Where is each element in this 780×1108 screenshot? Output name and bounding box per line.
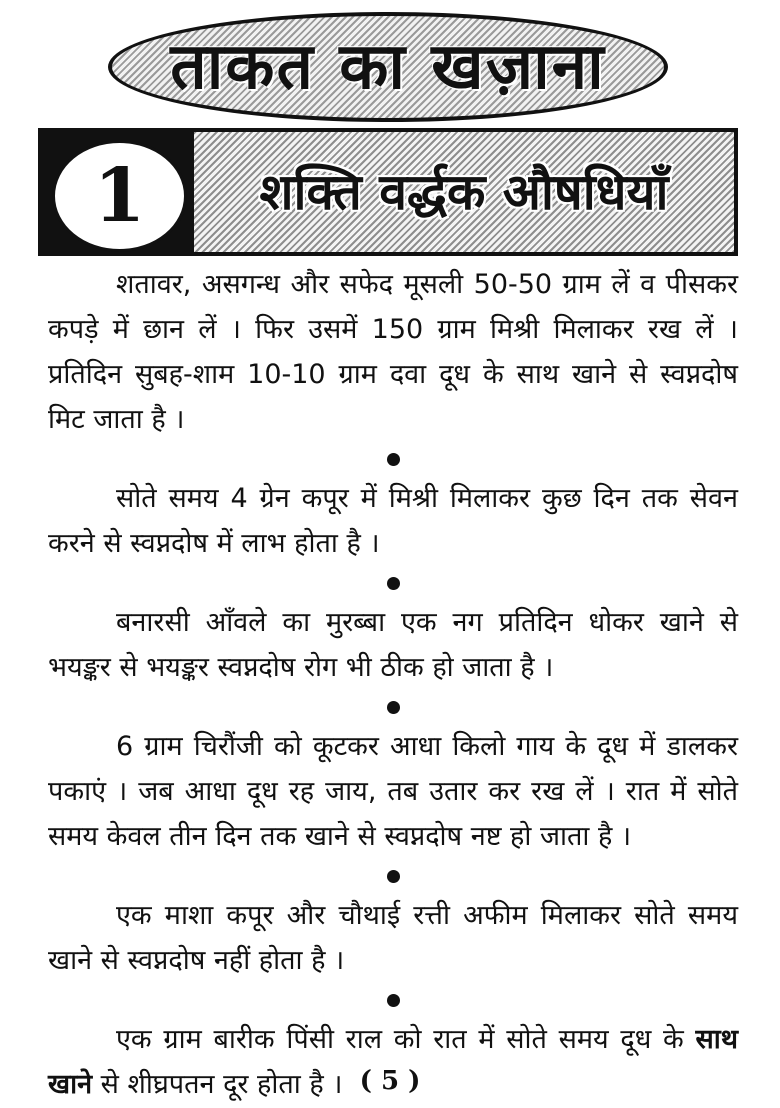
remedy-paragraph: एक माशा कपूर और चौथाई रत्ती अफीम मिलाकर सोते समय खाने से स्वप्नदोष नहीं होता है । [48,900,738,976]
separator-bullet [48,442,738,476]
remedy-paragraph: सोते समय 4 ग्रेन कपूर में मिश्री मिलाकर कुछ दिन तक सेवन करने से स्वप्नदोष में लाभ होता है । [48,483,738,559]
bullet-dot-icon [387,994,400,1007]
separator-bullet [48,983,738,1017]
remedy-paragraph: शतावर, असगन्ध और सफेद मूसली 50-50 ग्राम लें व पीसकर कपड़े में छान लें । फिर उसमें 150 ग्राम मिश्री मिलाकर रख लें । प्रतिदिन सुबह-शाम 10-10 ग्राम दवा दूध के साथ खाने से स्वप्नदोष मिट जाता है । [48,269,738,435]
bullet-dot-icon [387,577,400,590]
book-title: ताकत का खज़ाना [170,30,606,104]
bold-emphasis-text: साथ खाने [48,1024,738,1100]
separator-bullet [48,859,738,893]
page-content [48,262,738,1107]
bullet-dot-icon [387,453,400,466]
remedy-paragraph: 6 ग्राम चिरौंजी को कूटकर आधा किलो गाय के दूध में डालकर पकाएं । जब आधा दूध रह जाय, तब उतार कर रख लें । रात में सोते समय केवल तीन दिन तक खाने से स्वप्नदोष नष्ट हो जाता है । [48,731,738,852]
separator-bullet [48,690,738,724]
title-oval-banner [108,12,668,122]
chapter-banner [38,128,738,256]
page-number: ( 5 ) [359,1066,421,1096]
bullet-dot-icon [387,701,400,714]
paragraph-text: से शीघ्रपतन दूर होता है । [92,1069,343,1100]
chapter-title: शक्ति वर्द्धक औषधियाँ [259,163,669,221]
chapter-title-panel [194,132,734,252]
separator-bullet [48,566,738,600]
remedy-paragraph: बनारसी आँवले का मुरब्बा एक नग प्रतिदिन धोकर खाने से भयङ्कर से भयङ्कर स्वप्नदोष रोग भी ठीक हो जाता है । [48,607,738,683]
chapter-number-badge [52,140,187,252]
bullet-dot-icon [387,870,400,883]
chapter-number: 1 [93,153,146,239]
paragraph-text: एक ग्राम बारीक पिंसी राल को रात में सोते समय दूध के [116,1024,696,1055]
